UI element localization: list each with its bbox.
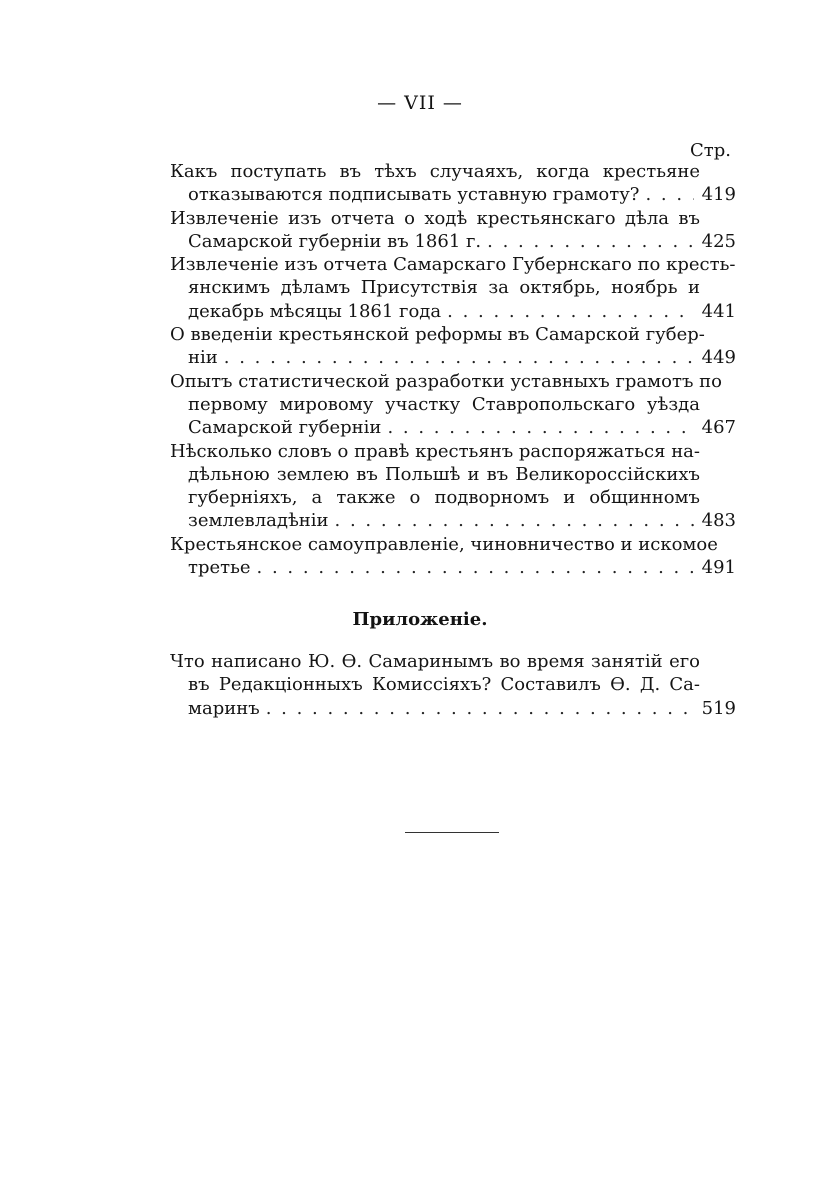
- page-column-label: Стр.: [690, 140, 731, 161]
- toc-entry: [170, 207, 736, 254]
- page-header: — VII —: [377, 92, 463, 114]
- toc-entry-line: Нѣсколько словъ о правѣ крестьянъ распоряжаться на-: [170, 440, 700, 462]
- dot-leader: [447, 300, 694, 323]
- dot-leader: [257, 556, 694, 579]
- toc-entry-line: Извлеченіе изъ отчета о ходѣ крестьянскаго дѣла въ: [170, 207, 700, 229]
- toc-entry-line: отказываются подписывать уставную грамоту?: [188, 184, 640, 206]
- appendix-contents: [170, 650, 736, 720]
- toc-page-number: 449: [701, 347, 736, 369]
- toc-entry-line: дѣльною землею въ Польшѣ и въ Великороссійскихъ: [188, 463, 700, 485]
- toc-entry: [170, 440, 736, 533]
- toc-entry-line: янскимъ дѣламъ Присутствія за октябрь, ноябрь и: [188, 277, 700, 299]
- table-of-contents: [170, 160, 736, 579]
- toc-entry-line: маринъ: [188, 697, 260, 719]
- toc-page-number: 483: [701, 510, 736, 532]
- toc-entry: [170, 650, 736, 720]
- toc-entry: [170, 533, 736, 580]
- toc-entry-line: Извлеченіе изъ отчета Самарскаго Губернскаго по кресть-: [170, 254, 736, 276]
- toc-entry-line: первому мировому участку Ставропольскаго уѣзда: [188, 393, 700, 415]
- toc-entry-line: декабрь мѣсяцы 1861 года: [188, 300, 442, 322]
- section-divider: [405, 832, 499, 833]
- dot-leader: [335, 509, 694, 532]
- toc-entry-line: въ Редакціонныхъ Комиссіяхъ? Составилъ Ѳ. Д. Са-: [188, 674, 700, 696]
- toc-entry-line: Какъ поступать въ тѣхъ случаяхъ, когда крестьяне: [170, 161, 700, 182]
- toc-entry-line: губерніяхъ, а также о подворномъ и общинномъ: [188, 487, 700, 509]
- toc-entry-line: О введеніи крестьянской реформы въ Самарской губер-: [170, 324, 705, 346]
- appendix-title: Приложеніе.: [352, 609, 488, 630]
- toc-entry-line: Опытъ статистической разработки уставныхъ грамотъ по: [170, 370, 722, 392]
- toc-entry-line: Самарской губерніи въ 1861 г.: [188, 230, 482, 252]
- toc-entry: [170, 370, 736, 440]
- toc-page-number: 425: [701, 230, 736, 252]
- toc-page-number: 491: [701, 557, 736, 579]
- toc-page-number: 519: [701, 697, 736, 719]
- toc-entry-line: Крестьянское самоуправленіе, чиновничество и искомое: [170, 533, 718, 555]
- toc-page-number: 419: [701, 184, 736, 206]
- toc-entry-line: ніи: [188, 347, 218, 369]
- dot-leader: [645, 183, 694, 206]
- toc-entry-line: третье: [188, 557, 251, 579]
- toc-entry: [170, 323, 736, 370]
- dot-leader: [387, 416, 694, 439]
- toc-page-number: 441: [701, 300, 736, 322]
- dot-leader: [266, 697, 694, 720]
- toc-entry: [170, 160, 736, 207]
- toc-entry-line: землевладѣніи: [188, 510, 329, 532]
- dot-leader: [487, 230, 694, 253]
- toc-page-number: 467: [701, 417, 736, 439]
- toc-entry: [170, 253, 736, 323]
- toc-entry-line: Что написано Ю. Ѳ. Самаринымъ во время занятій его: [170, 651, 700, 672]
- dot-leader: [224, 346, 694, 369]
- toc-entry-line: Самарской губерніи: [188, 417, 382, 439]
